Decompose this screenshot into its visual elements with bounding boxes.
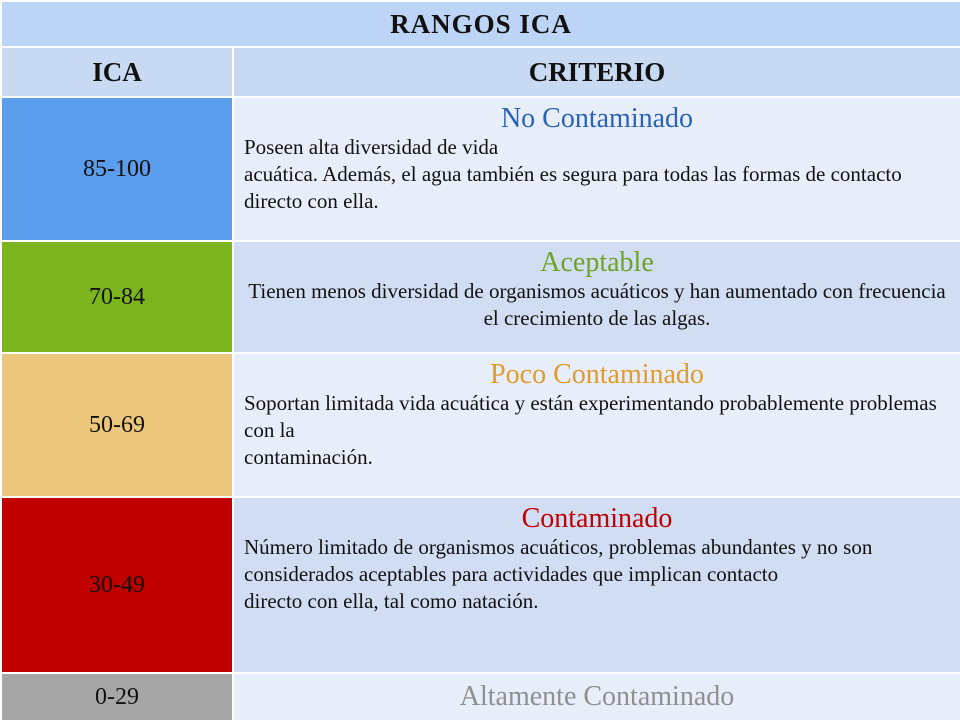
- criterio-description: Tienen menos diversidad de organismos acuáticos y han aumentado con frecuencia el crecimiento de las algas.: [248, 279, 946, 330]
- range-cell: 70-84: [1, 241, 233, 353]
- table-row: [1, 673, 960, 721]
- criterio-cell: [233, 353, 960, 497]
- criterio-title: Poco Contaminado: [490, 359, 704, 390]
- table-row: [1, 97, 960, 241]
- criterio-title: Altamente Contaminado: [459, 681, 735, 712]
- criterio-description: Poseen alta diversidad de vida acuática. Además, el agua también es segura para todas las formas de contacto directo con ella.: [244, 135, 902, 213]
- range-cell: 30-49: [1, 497, 233, 673]
- header-criterio: CRITERIO: [233, 47, 960, 97]
- range-cell: 0-29: [1, 673, 233, 721]
- criterio-title: Contaminado: [521, 503, 673, 534]
- table-title-row: [1, 1, 960, 47]
- criterio-cell: [233, 673, 960, 721]
- table-header-row: [1, 47, 960, 97]
- criterio-title: No Contaminado: [500, 103, 694, 134]
- table-row: [1, 497, 960, 673]
- table-title: RANGOS ICA: [1, 1, 960, 47]
- range-cell: 85-100: [1, 97, 233, 241]
- criterio-cell: [233, 241, 960, 353]
- criterio-title: Aceptable: [540, 247, 654, 278]
- criterio-cell: [233, 97, 960, 241]
- header-ica: ICA: [1, 47, 233, 97]
- range-cell: 50-69: [1, 353, 233, 497]
- criterio-description: Número limitado de organismos acuáticos, problemas abundantes y no son considerados aceptables para actividades que implican contacto directo con ella, tal como natación.: [244, 535, 873, 613]
- criterio-cell: [233, 497, 960, 673]
- criterio-description: Soportan limitada vida acuática y están experimentando probablemente problemas con la contaminación.: [244, 391, 937, 469]
- table-row: [1, 241, 960, 353]
- table-row: [1, 353, 960, 497]
